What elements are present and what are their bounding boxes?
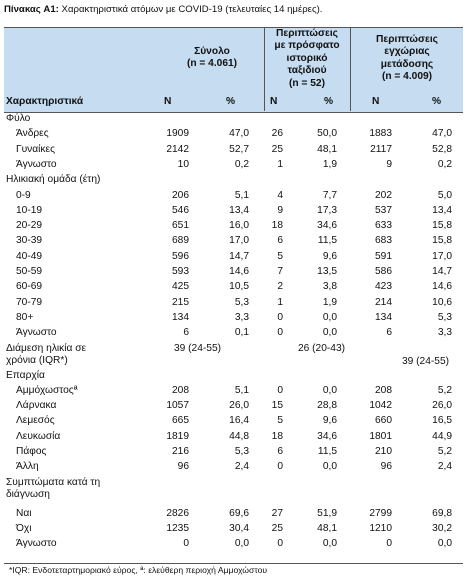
cell-value: 5 xyxy=(277,250,283,262)
row-label: Λευκωσία xyxy=(16,430,61,442)
header-total-title: Σύνολο xyxy=(194,46,230,57)
header-divider-1 xyxy=(264,27,265,111)
cell-value: 0 xyxy=(386,538,392,550)
header-recent-travel xyxy=(265,28,349,90)
cell-value: 2,4 xyxy=(437,461,452,473)
cell-value: 15,8 xyxy=(432,235,452,247)
header-recent-line2: με πρόσφατο xyxy=(274,40,340,52)
cell-value: 5,3 xyxy=(437,311,452,323)
symptoms-label-line: Συμπτώματα κατά τη xyxy=(6,476,101,488)
row-label: Λεμεσός xyxy=(16,415,55,427)
cell-value: 25 xyxy=(271,143,283,155)
cell-value: 17,3 xyxy=(317,204,337,216)
cell-value: 10,5 xyxy=(229,281,249,293)
row-label: Ηλικιακή ομάδα (έτη) xyxy=(6,174,101,186)
cell-value: 4 xyxy=(277,189,283,201)
cell-value: 596 xyxy=(172,250,189,262)
cell-value: 11,5 xyxy=(317,235,337,247)
cell-value: 0,0 xyxy=(322,384,337,396)
cell-value: 3,3 xyxy=(437,327,452,339)
cell-value: 47,0 xyxy=(229,128,249,140)
cell-value: 0 xyxy=(277,327,283,339)
cell-value: 0,1 xyxy=(234,327,249,339)
cell-value: 0,0 xyxy=(437,538,452,550)
cell-value: 7 xyxy=(277,266,283,277)
cell-value: 660 xyxy=(375,415,392,427)
cell-value: 2142 xyxy=(166,143,189,155)
footnote: *IQR: Ενδοτεταρτημοριακό εύρος, ª: ελεύθερη περιοχή Αμμοχώστου xyxy=(9,565,268,575)
row-label: Γυναίκες xyxy=(16,143,55,155)
cell-value: 1042 xyxy=(369,400,392,412)
cell-value: 3,3 xyxy=(234,311,249,323)
cell-value: 0,2 xyxy=(437,158,452,170)
cell-value: 5 xyxy=(277,415,283,427)
row-label: Άγνωστο xyxy=(16,158,57,170)
cell-value: 18 xyxy=(271,430,283,442)
cell-value: 683 xyxy=(375,235,392,247)
cell-value: 27 xyxy=(271,507,283,519)
cell-value: 13,4 xyxy=(432,204,452,216)
cell-value: 30,2 xyxy=(432,522,452,534)
cell-value: 16,4 xyxy=(229,415,249,427)
cell-value: 2117 xyxy=(370,143,392,155)
row-label: Πάφος xyxy=(16,446,47,457)
header-recent-n: (n = 52) xyxy=(289,77,325,89)
cell-value: 48,1 xyxy=(317,522,337,534)
median-age-label-line: Διάμεση ηλικία σε xyxy=(6,342,87,354)
cell-value: 134 xyxy=(375,311,392,323)
header-local-transmission xyxy=(351,34,463,84)
cell-value: 1235 xyxy=(166,522,189,534)
cell-value: 5,3 xyxy=(234,446,249,457)
cell-value: 51,9 xyxy=(317,507,337,519)
cell-value: 6 xyxy=(277,446,283,457)
cell-value: 9 xyxy=(277,204,283,216)
table-bottom-rule xyxy=(4,563,463,564)
cell-value: 1210 xyxy=(369,522,392,534)
cell-value: 47,0 xyxy=(432,128,452,140)
row-label: Άνδρες xyxy=(16,128,49,140)
row-label: Λάρνακα xyxy=(16,400,57,412)
cell-value: 0,0 xyxy=(322,461,337,473)
header-divider-2 xyxy=(350,27,351,111)
cell-value: 10 xyxy=(177,158,189,170)
header-local-n: (n = 4.009) xyxy=(381,71,433,83)
cell-value: 537 xyxy=(375,204,392,216)
row-label: Άλλη xyxy=(16,461,39,473)
caption-text: Χαρακτηριστικά ατόμων με COVID-19 (τελευταίες 14 ημέρες). xyxy=(58,4,323,15)
cell-value: 15,8 xyxy=(432,220,452,232)
cell-value: 15 xyxy=(271,400,283,412)
cell-value: 9,6 xyxy=(322,415,337,427)
cell-value: 134 xyxy=(172,311,189,323)
cell-value: 1883 xyxy=(369,128,392,140)
cell-value: 5,2 xyxy=(437,446,452,457)
header-recent-line1: Περιπτώσεις xyxy=(276,28,338,39)
median-local: 39 (24-55) xyxy=(402,355,450,367)
cell-value: 52,7 xyxy=(229,143,249,155)
cell-value: 0,0 xyxy=(234,538,249,550)
cell-value: 6 xyxy=(386,327,392,339)
symptoms-label-line: διάγνωση xyxy=(6,489,50,501)
cell-value: 0,0 xyxy=(322,327,337,339)
cell-value: 14,7 xyxy=(229,250,249,262)
header-local-line3: μετάδοσης xyxy=(380,58,434,70)
cell-value: 6 xyxy=(183,327,189,339)
cell-value: 0 xyxy=(277,384,283,396)
cell-value: 28,8 xyxy=(317,400,337,412)
row-label: 20-29 xyxy=(16,220,43,232)
cell-value: 34,6 xyxy=(317,220,337,232)
cell-value: 1 xyxy=(277,296,283,308)
cell-value: 44,9 xyxy=(432,430,452,442)
cell-value: 13,4 xyxy=(229,204,249,216)
cell-value: 546 xyxy=(172,204,189,216)
cell-value: 7,7 xyxy=(322,189,337,201)
cell-value: 26,0 xyxy=(229,400,249,412)
cell-value: 208 xyxy=(375,384,392,396)
row-label: Όχι xyxy=(16,522,32,534)
cell-value: 13,5 xyxy=(317,266,337,277)
cell-value: 16,5 xyxy=(432,415,452,427)
caption-label: Πίνακας A1: xyxy=(4,4,59,15)
cell-value: 14,6 xyxy=(432,281,452,293)
row-label: 60-69 xyxy=(16,281,43,293)
cell-value: 2799 xyxy=(369,507,392,519)
header-local-pct: % xyxy=(432,96,442,107)
cell-value: 9 xyxy=(386,158,392,170)
cell-value: 1819 xyxy=(166,430,189,442)
cell-value: 5,1 xyxy=(234,189,249,201)
header-recent-line3: ιστορικό xyxy=(286,52,328,64)
cell-value: 96 xyxy=(177,461,189,473)
cell-value: 5,3 xyxy=(234,296,249,308)
row-label: Άγνωστο xyxy=(16,327,57,339)
cell-value: 2,4 xyxy=(234,461,249,473)
header-local-line2: εγχώριας xyxy=(384,46,430,58)
header-characteristics: Χαρακτηριστικά xyxy=(6,96,84,107)
cell-value: 44,8 xyxy=(229,430,249,442)
cell-value: 2 xyxy=(277,281,283,293)
cell-value: 5,0 xyxy=(437,189,452,201)
cell-value: 689 xyxy=(172,235,189,247)
table-caption xyxy=(4,4,322,15)
cell-value: 1909 xyxy=(166,128,189,140)
cell-value: 0 xyxy=(183,538,189,550)
cell-value: 1057 xyxy=(166,400,189,412)
header-total xyxy=(160,46,264,71)
cell-value: 3,8 xyxy=(322,281,337,293)
cell-value: 5,2 xyxy=(437,384,452,396)
row-label: Αμμόχωστοςª xyxy=(16,384,78,396)
cell-value: 0,2 xyxy=(234,158,249,170)
cell-value: 30,4 xyxy=(229,522,249,534)
row-label: 80+ xyxy=(16,311,34,323)
cell-value: 0 xyxy=(277,311,283,323)
cell-value: 1,9 xyxy=(322,158,337,170)
cell-value: 586 xyxy=(375,266,392,277)
cell-value: 11,5 xyxy=(317,446,337,457)
cell-value: 50,0 xyxy=(317,128,337,140)
cell-value: 6 xyxy=(277,235,283,247)
header-total-N: N xyxy=(164,96,172,107)
row-label: Ναι xyxy=(16,507,32,519)
row-label: Άγνωστο xyxy=(16,538,57,550)
cell-value: 17,0 xyxy=(229,235,249,247)
row-label: 10-19 xyxy=(16,204,43,216)
row-label: 50-59 xyxy=(16,266,43,277)
cell-value: 16,0 xyxy=(229,220,249,232)
header-local-N: N xyxy=(372,96,380,107)
cell-value: 2826 xyxy=(166,507,189,519)
median-age-label xyxy=(6,343,86,367)
cell-value: 48,1 xyxy=(317,143,337,155)
cell-value: 1 xyxy=(277,158,283,170)
row-label: 40-49 xyxy=(16,250,43,262)
cell-value: 202 xyxy=(375,189,392,201)
header-total-n: (n = 4.061) xyxy=(186,58,238,70)
row-label: 30-39 xyxy=(16,235,43,247)
cell-value: 214 xyxy=(375,296,392,308)
cell-value: 1801 xyxy=(369,430,392,442)
cell-value: 9,6 xyxy=(322,250,337,262)
cell-value: 14,6 xyxy=(229,266,249,277)
cell-value: 425 xyxy=(172,281,189,293)
row-label: Φύλο xyxy=(6,113,31,124)
header-recent-pct: % xyxy=(324,96,334,107)
cell-value: 18 xyxy=(271,220,283,232)
cell-value: 26 xyxy=(271,128,283,140)
cell-value: 69,6 xyxy=(229,507,249,519)
symptoms-section-row xyxy=(4,477,463,502)
cell-value: 69,8 xyxy=(432,507,452,519)
row-label: 0-9 xyxy=(16,189,31,201)
cell-value: 14,7 xyxy=(432,266,452,277)
cell-value: 0,0 xyxy=(322,311,337,323)
cell-value: 34,6 xyxy=(317,430,337,442)
cell-value: 5,1 xyxy=(234,384,249,396)
cell-value: 52,8 xyxy=(432,143,452,155)
cell-value: 215 xyxy=(172,296,189,308)
cell-value: 208 xyxy=(172,384,189,396)
cell-value: 96 xyxy=(380,461,392,473)
cell-value: 651 xyxy=(172,220,189,232)
cell-value: 25 xyxy=(271,522,283,534)
cell-value: 26,0 xyxy=(432,400,452,412)
cell-value: 206 xyxy=(172,189,189,201)
header-recent-N: N xyxy=(270,96,278,107)
cell-value: 17,0 xyxy=(432,250,452,262)
cell-value: 216 xyxy=(172,446,189,457)
row-label: Επαρχία xyxy=(6,369,45,381)
cell-value: 1,9 xyxy=(322,296,337,308)
median-recent: 26 (20-43) xyxy=(298,342,346,354)
header-total-pct: % xyxy=(226,96,236,107)
cell-value: 0 xyxy=(277,538,283,550)
cell-value: 633 xyxy=(375,220,392,232)
cell-value: 10,6 xyxy=(432,296,452,308)
cell-value: 0,0 xyxy=(322,538,337,550)
median-total: 39 (24-55) xyxy=(174,342,222,354)
cell-value: 423 xyxy=(375,281,392,293)
median-age-label-line: χρόνια (IQR*) xyxy=(6,354,68,366)
cell-value: 210 xyxy=(375,446,392,457)
cell-value: 665 xyxy=(172,415,189,427)
table-header xyxy=(4,27,463,113)
header-recent-line4: ταξιδιού xyxy=(287,65,327,77)
header-local-line1: Περιπτώσεις xyxy=(376,34,438,45)
cell-value: 0 xyxy=(277,461,283,473)
row-label: 70-79 xyxy=(16,296,43,308)
cell-value: 593 xyxy=(172,266,189,277)
cell-value: 591 xyxy=(375,250,392,262)
